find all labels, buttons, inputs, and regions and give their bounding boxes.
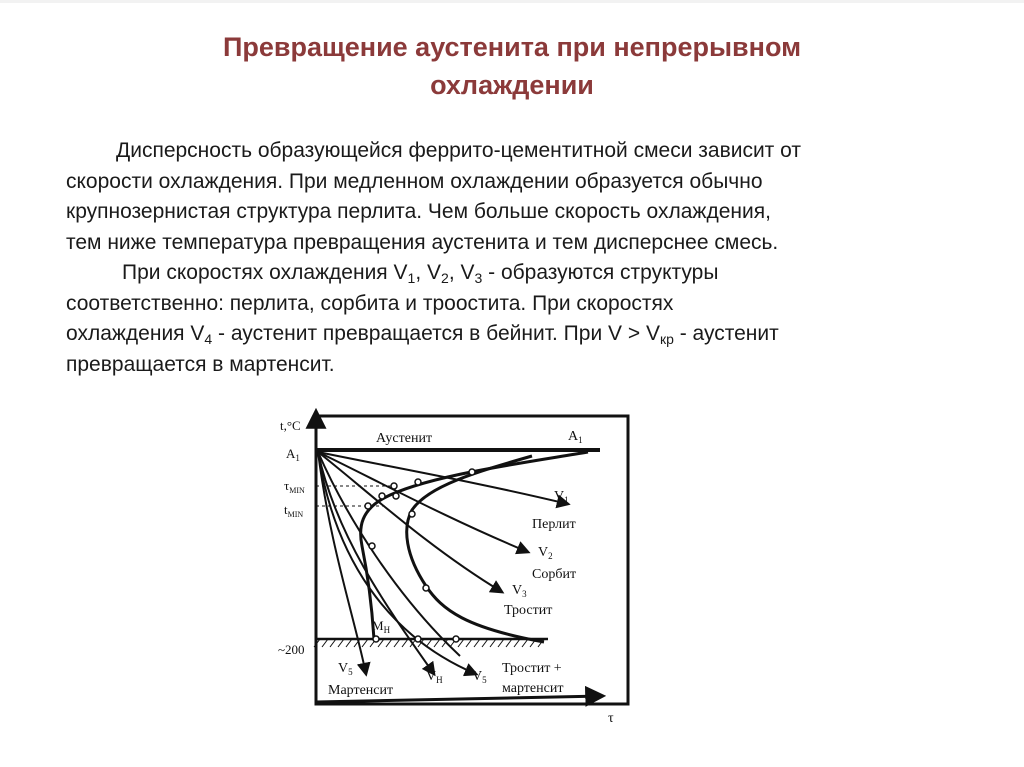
c-curve-start [361, 452, 588, 640]
martensite-2-label: мартенсит [502, 681, 564, 696]
sorbite-label: Сорбит [532, 567, 577, 582]
troostite-plus-label: Тростит + [502, 661, 562, 676]
diagram-svg [276, 406, 636, 726]
t-min-label: $t_{MIN}$ [284, 502, 304, 519]
cooling-transformation-diagram [276, 406, 636, 726]
para2-line-2: соответственно: перлита, сорбита и троостита. При скоростях [66, 291, 674, 315]
perlite-label: Перлит [532, 517, 576, 532]
label-200: ~200 [278, 642, 305, 657]
para1-line-1: Дисперсность образующейся феррито-цементитной смеси зависит от [116, 139, 801, 162]
v3-label: $V_3$ [512, 583, 527, 599]
v2-label: $V_2$ [538, 545, 553, 561]
y-axis-label: t,°C [280, 418, 301, 433]
title-line-1: Превращение аустенита при непрерывном [222, 32, 802, 62]
a1-left-label: $A_1$ [286, 446, 300, 463]
para1-line-4: тем ниже температура превращения аустенита и тем дисперснее смесь. [66, 230, 779, 254]
title-line-2: охлаждении [430, 70, 594, 100]
body-text [66, 136, 966, 380]
para2-line-3: охлаждения $V_4$ - аустенит превращается в бейнит. При $V > V_{кр}$ - аустенит [66, 322, 779, 347]
slide-title [100, 28, 924, 104]
troostite-label: Тростит [504, 603, 553, 618]
para2-line-4: превращается в мартенсит. [66, 352, 335, 376]
slide-top-border [0, 0, 1024, 3]
paragraph-dispersity [66, 136, 966, 258]
vn-label: $V_H$ [426, 669, 443, 685]
v5-right-label: $V_5$ [472, 669, 487, 685]
v5-left-label: $V_5$ [338, 661, 353, 677]
austenite-label: Аустенит [376, 431, 433, 446]
paragraph-cooling-rates [66, 258, 966, 380]
tau-min-label: $\tau_{MIN}$ [284, 478, 305, 495]
mn-label: $M_H$ [372, 618, 391, 635]
para2-line-1: При скоростях охлаждения $V_1$, $V_2$, $V_3$ - образуются структуры [122, 261, 719, 286]
martensite-label: Мартенсит [328, 683, 394, 698]
v1-label: $V_1$ [554, 489, 569, 505]
para1-line-2: скорости охлаждения. При медленном охлаждении образуется обычно [66, 169, 763, 193]
para1-line-3: крупнозернистая структура перлита. Чем больше скорость охлаждения, [66, 200, 771, 223]
x-axis-label: τ [608, 711, 614, 726]
a1-right-label: $A_1$ [568, 429, 583, 445]
